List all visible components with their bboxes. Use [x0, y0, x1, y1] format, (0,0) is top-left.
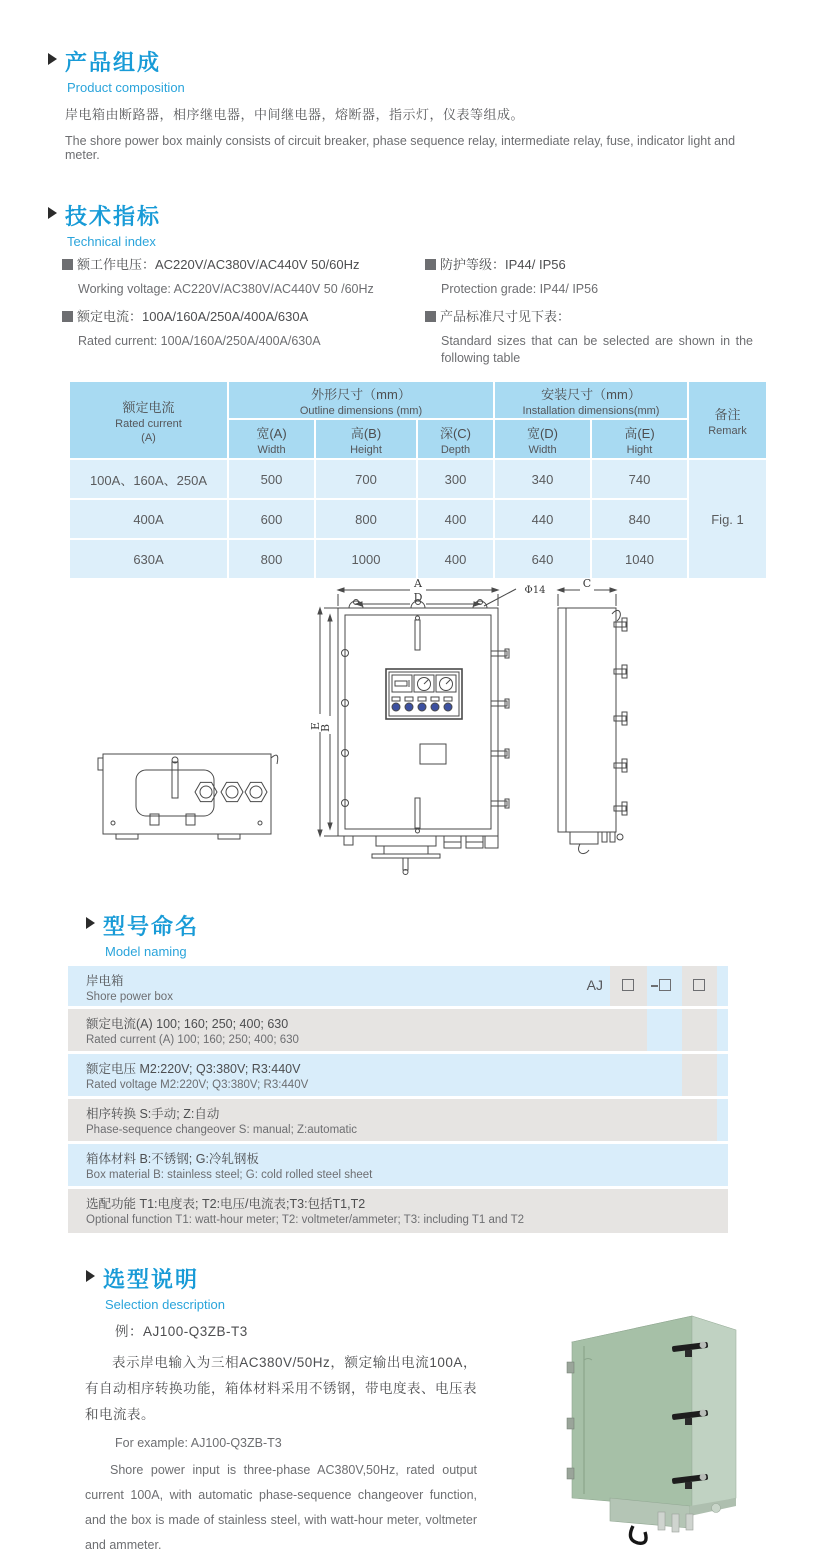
naming-label-en: Rated current (A) 100; 160; 250; 400; 630: [86, 1034, 299, 1046]
spec-item-cn: 产品标准尺寸见下表：: [425, 308, 755, 326]
naming-row-rated-voltage: [68, 1054, 728, 1096]
col-header-rated-current: 额定电流 Rated current (A): [70, 382, 227, 458]
cable-gland: [672, 1514, 679, 1532]
selection-example-block: [85, 1320, 477, 1558]
section-title-cn: 选型说明: [103, 1267, 200, 1292]
hinge: [567, 1468, 574, 1479]
col-header-remark: 备注 Remark: [689, 382, 766, 458]
model-code: [68, 966, 728, 1006]
section-title-en: Technical index: [67, 234, 156, 249]
side-view: [558, 588, 627, 854]
cell-value: 740: [592, 460, 687, 498]
naming-label-en: Optional function T1: watt-hour meter; T2: voltmeter/ammeter; T3: including T1 and T2: [86, 1214, 525, 1226]
code-placeholder-box: [693, 979, 705, 991]
naming-row-product: [68, 966, 728, 1006]
example-code-cn: 例：AJ100-Q3ZB-T3: [115, 1324, 248, 1339]
naming-label-cn: 额定电流(A) 100; 160; 250; 400; 630: [86, 1017, 289, 1031]
section-title-cn: 技术指标: [65, 204, 162, 229]
section-arrow-icon: [86, 917, 95, 929]
cell-value: 340: [495, 460, 590, 498]
sub-header-depth-c: 深(C) Depth: [418, 420, 493, 458]
dim-label-b: B: [319, 723, 332, 733]
code-placeholder-box: [622, 979, 634, 991]
cell-value: 800: [229, 540, 314, 578]
cell-rated: 400A: [70, 500, 227, 538]
cell-value: 800: [316, 500, 416, 538]
cell-value: 1040: [592, 540, 687, 578]
table-row: [70, 500, 766, 538]
table-row: [70, 540, 766, 578]
cell-value: 400: [418, 500, 493, 538]
naming-row-rated-current: [68, 1009, 728, 1051]
composition-body-en: The shore power box mainly consists of circuit breaker, phase sequence relay, intermediate relay, fuse, indicator light and meter.: [65, 134, 736, 162]
example-description-cn: 表示岸电输入为三相AC380V/50Hz，额定输出电流100A，有自动相序转换功能，箱体材料采用不锈钢，带电度表、电压表和电流表。: [85, 1355, 477, 1422]
dimension-table: [68, 380, 768, 580]
sub-header-width-a: 宽(A) Width: [229, 420, 314, 458]
cell-value: 840: [592, 500, 687, 538]
hinge: [567, 1362, 574, 1373]
spec-item-en: Working voltage: AC220V/AC380V/AC440V 50 /60Hz: [78, 282, 374, 296]
sub-header-height-b: 高(B) Height: [316, 420, 416, 458]
table-row: [70, 460, 766, 498]
naming-label-cn: 箱体材料 B:不锈钢; G:冷轧钢板: [86, 1152, 259, 1166]
spec-column-left: [62, 256, 418, 360]
bullet-square-icon: [425, 311, 436, 322]
cell-value: 300: [418, 460, 493, 498]
composition-body-cn: 岸电箱由断路器，相序继电器，中间继电器，熔断器，指示灯，仪表等组成。: [65, 107, 525, 122]
cell-value: 500: [229, 460, 314, 498]
naming-label-cn: 额定电压 M2:220V; Q3:380V; R3:440V: [86, 1062, 301, 1076]
section-title-cn: 产品组成: [65, 50, 162, 75]
naming-label-cn: 岸电箱: [86, 974, 124, 988]
section-technical-index-header: [48, 200, 161, 249]
cell-value: 440: [495, 500, 590, 538]
code-placeholder-box: [659, 979, 671, 991]
section-title-en: Model naming: [105, 944, 187, 959]
hinge: [567, 1418, 574, 1429]
sub-header-height-e: 高(E) Hight: [592, 420, 687, 458]
section-arrow-icon: [48, 53, 57, 65]
naming-label-en: Shore power box: [86, 991, 173, 1003]
naming-label-cn: 选配功能 T1:电度表; T2:电压/电流表;T3:包括T1,T2: [86, 1197, 366, 1211]
naming-label-en: Rated voltage M2:220V; Q3:380V; R3:440V: [86, 1079, 309, 1091]
product-photo: [540, 1300, 810, 1565]
section-selection-description-header: [86, 1263, 225, 1312]
naming-label-cn: 相序转换 S:手动; Z:自动: [86, 1107, 220, 1121]
cable-gland: [686, 1514, 693, 1530]
cell-rated: 100A、160A、250A: [70, 460, 227, 498]
dim-label-c: C: [582, 577, 592, 590]
naming-row-optional-function: [68, 1189, 728, 1233]
spec-item-cn: 防护等级：IP44/ IP56: [425, 256, 755, 274]
example-description-en: Shore power input is three-phase AC380V,50Hz, rated output current 100A, with automatic phase-sequence changeover function, and the box is made of stainless steel, with watt-hour meter, voltmeter and ammeter.: [85, 1463, 477, 1552]
cell-value: 600: [229, 500, 314, 538]
cable-hook: [630, 1526, 646, 1543]
section-title-en: Product composition: [67, 80, 185, 95]
sub-header-width-d: 宽(D) Width: [495, 420, 590, 458]
section-product-composition-header: [48, 46, 185, 95]
section-title-cn: 型号命名: [103, 914, 200, 939]
cable-gland: [658, 1512, 665, 1530]
cell-rated: 630A: [70, 540, 227, 578]
dim-label-e: E: [309, 721, 322, 731]
group-header-installation: 安装尺寸（mm） Installation dimensions(mm): [495, 382, 687, 418]
spec-item-en: Protection grade: IP44/ IP56: [441, 282, 599, 296]
dim-label-phi14: Φ14: [524, 585, 546, 596]
cable-gland: [712, 1504, 721, 1513]
naming-row-box-material: [68, 1144, 728, 1186]
section-arrow-icon: [86, 1270, 95, 1282]
code-dash: [651, 985, 658, 987]
model-naming-table: [68, 966, 728, 1236]
bullet-square-icon: [62, 259, 73, 270]
section-model-naming-header: [86, 910, 199, 959]
group-header-outline: 外形尺寸（mm） Outline dimensions (mm): [229, 382, 493, 418]
spec-item-en: Rated current: 100A/160A/250A/400A/630A: [78, 334, 321, 348]
spec-item-cn: 额定电流：100A/160A/250A/400A/630A: [62, 308, 418, 326]
naming-label-en: Box material B: stainless steel; G: cold rolled steel sheet: [86, 1169, 373, 1181]
example-code-en: For example: AJ100-Q3ZB-T3: [115, 1436, 282, 1450]
cell-value: 640: [495, 540, 590, 578]
section-arrow-icon: [48, 207, 57, 219]
bottom-view: [98, 754, 278, 839]
bullet-square-icon: [62, 311, 73, 322]
spec-item-en: Standard sizes that can be selected are shown in the following table: [441, 334, 753, 365]
naming-row-phase-changeover: [68, 1099, 728, 1141]
section-title-en: Selection description: [105, 1297, 225, 1312]
cell-remark: Fig. 1: [689, 460, 766, 578]
technical-drawing: [88, 576, 718, 876]
dim-label-a: A: [414, 577, 422, 590]
spec-column-right: [425, 256, 755, 377]
cell-value: 400: [418, 540, 493, 578]
naming-label-en: Phase-sequence changeover S: manual; Z:automatic: [86, 1124, 358, 1136]
cell-value: 1000: [316, 540, 416, 578]
front-view: [318, 588, 516, 875]
dim-label-d: D: [413, 591, 423, 604]
spec-item-cn: 额工作电压：AC220V/AC380V/AC440V 50/60Hz: [62, 256, 418, 274]
code-prefix: AJ: [586, 977, 603, 993]
bullet-square-icon: [425, 259, 436, 270]
cell-value: 700: [316, 460, 416, 498]
